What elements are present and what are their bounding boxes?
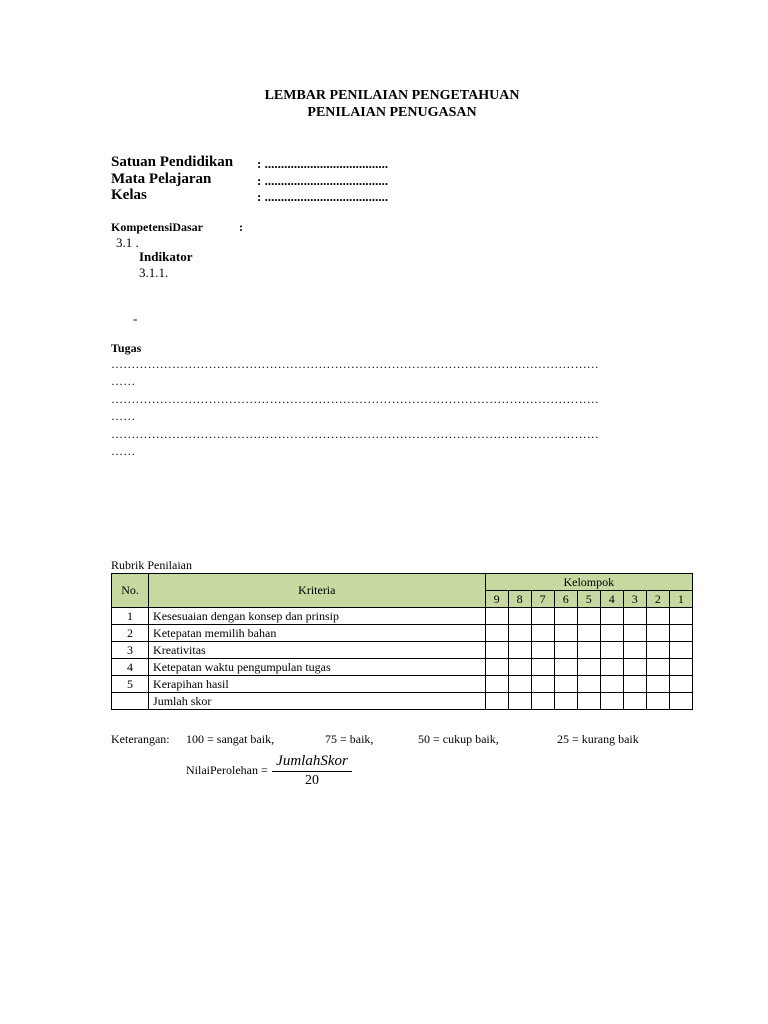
tugas-line: …………………………………………………………………………………………………………: [111, 427, 599, 441]
keterangan-item: 50 = cukup baik,: [418, 732, 499, 746]
score-cell[interactable]: [669, 608, 692, 625]
score-cell[interactable]: [577, 693, 600, 710]
score-cell[interactable]: [623, 693, 646, 710]
document-title-line2: PENILAIAN PENUGASAN: [307, 105, 477, 120]
kelas-value: : ......................................: [257, 189, 389, 204]
table-row: [112, 659, 693, 676]
row-number: [112, 693, 149, 710]
score-cell[interactable]: [508, 676, 531, 693]
score-cell[interactable]: [577, 608, 600, 625]
header-kriteria: Kriteria: [149, 574, 486, 608]
header-group: 8: [508, 591, 531, 608]
satuan-pendidikan-value: : ......................................: [257, 156, 389, 171]
score-cell[interactable]: [508, 642, 531, 659]
tugas-line: ……: [111, 374, 136, 388]
table-row: [112, 676, 693, 693]
score-cell[interactable]: [531, 659, 554, 676]
kompetensi-dasar-label: KompetensiDasar: [111, 220, 203, 234]
score-cell[interactable]: [600, 608, 623, 625]
score-cell[interactable]: [646, 693, 669, 710]
score-cell[interactable]: [623, 625, 646, 642]
score-cell[interactable]: [600, 676, 623, 693]
score-cell[interactable]: [577, 676, 600, 693]
row-kriteria: Kesesuaian dengan konsep dan prinsip: [149, 608, 486, 625]
fraction-denominator: 20: [305, 773, 319, 788]
satuan-pendidikan-label: Satuan Pendidikan: [111, 154, 234, 170]
header-group: 5: [577, 591, 600, 608]
table-row: [112, 642, 693, 659]
row-kriteria: Kerapihan hasil: [149, 676, 486, 693]
score-cell[interactable]: [531, 608, 554, 625]
score-cell[interactable]: [669, 659, 692, 676]
row-number: 2: [112, 625, 149, 642]
indikator-number: 3.1.1.: [139, 265, 169, 280]
score-cell[interactable]: [577, 625, 600, 642]
row-kriteria: Ketepatan memilih bahan: [149, 625, 486, 642]
header-group: 2: [646, 591, 669, 608]
header-group: 4: [600, 591, 623, 608]
header-group: 1: [669, 591, 692, 608]
nilai-perolehan-fraction: [272, 753, 352, 789]
mata-pelajaran-label: Mata Pelajaran: [111, 171, 212, 187]
score-cell[interactable]: [646, 676, 669, 693]
score-cell[interactable]: [669, 642, 692, 659]
kelas-label: Kelas: [111, 187, 147, 203]
header-group: 6: [554, 591, 577, 608]
row-kriteria: Kreativitas: [149, 642, 486, 659]
keterangan-item: 100 = sangat baik,: [186, 732, 275, 746]
score-cell[interactable]: [646, 625, 669, 642]
score-cell[interactable]: [485, 659, 508, 676]
score-cell[interactable]: [669, 625, 692, 642]
row-number: 3: [112, 642, 149, 659]
score-cell[interactable]: [485, 608, 508, 625]
score-cell[interactable]: [554, 608, 577, 625]
score-cell[interactable]: [508, 608, 531, 625]
score-cell[interactable]: [531, 693, 554, 710]
score-cell[interactable]: [554, 659, 577, 676]
score-cell[interactable]: [508, 693, 531, 710]
table-row-total: [112, 693, 693, 710]
score-cell[interactable]: [531, 642, 554, 659]
table-row: [112, 608, 693, 625]
score-cell[interactable]: [554, 676, 577, 693]
score-cell[interactable]: [485, 642, 508, 659]
row-kriteria: Ketepatan waktu pengumpulan tugas: [149, 659, 486, 676]
tugas-line: …………………………………………………………………………………………………………: [111, 392, 599, 406]
score-cell[interactable]: [623, 608, 646, 625]
score-cell[interactable]: [577, 659, 600, 676]
score-cell[interactable]: [577, 642, 600, 659]
score-cell[interactable]: [554, 625, 577, 642]
header-kelompok: Kelompok: [485, 574, 692, 591]
rubric-table: [111, 573, 693, 710]
keterangan-item: 75 = baik,: [325, 732, 374, 746]
mata-pelajaran-value: : ......................................: [257, 173, 389, 188]
header-group: 3: [623, 591, 646, 608]
score-cell[interactable]: [669, 676, 692, 693]
score-cell[interactable]: [600, 659, 623, 676]
score-cell[interactable]: [531, 676, 554, 693]
nilai-perolehan-label: NilaiPerolehan =: [186, 763, 268, 777]
header-group: 7: [531, 591, 554, 608]
score-cell[interactable]: [554, 693, 577, 710]
score-cell[interactable]: [485, 625, 508, 642]
document-title-line1: LEMBAR PENILAIAN PENGETAHUAN: [264, 88, 520, 103]
rubric-caption: Rubrik Penilaian: [111, 558, 192, 572]
tugas-line: …………………………………………………………………………………………………………: [111, 357, 599, 371]
score-cell[interactable]: [669, 693, 692, 710]
score-cell[interactable]: [600, 625, 623, 642]
score-cell[interactable]: [600, 642, 623, 659]
tugas-label: Tugas: [111, 341, 142, 355]
row-number: 1: [112, 608, 149, 625]
score-cell[interactable]: [623, 642, 646, 659]
row-number: 5: [112, 676, 149, 693]
score-cell[interactable]: [646, 642, 669, 659]
score-cell[interactable]: [646, 659, 669, 676]
tugas-line: ……: [111, 409, 136, 423]
indikator-label: Indikator: [139, 249, 193, 264]
table-row: [112, 625, 693, 642]
score-cell[interactable]: [531, 625, 554, 642]
tugas-line: ……: [111, 444, 136, 458]
kompetensi-dasar-colon: :: [239, 220, 243, 234]
row-kriteria: Jumlah skor: [149, 693, 486, 710]
header-group: 9: [485, 591, 508, 608]
header-no: No.: [112, 574, 149, 608]
score-cell[interactable]: [623, 659, 646, 676]
table-header-row: [112, 574, 693, 591]
row-number: 4: [112, 659, 149, 676]
keterangan-label: Keterangan:: [111, 732, 170, 746]
score-cell[interactable]: [600, 693, 623, 710]
score-cell[interactable]: [554, 642, 577, 659]
kompetensi-number: 3.1 .: [116, 235, 139, 250]
score-cell[interactable]: [623, 676, 646, 693]
bullet-dash: -: [133, 311, 138, 326]
score-cell[interactable]: [646, 608, 669, 625]
keterangan-item: 25 = kurang baik: [557, 732, 639, 746]
score-cell[interactable]: [485, 693, 508, 710]
score-cell[interactable]: [508, 659, 531, 676]
score-cell[interactable]: [508, 625, 531, 642]
fraction-numerator: JumlahSkor: [272, 753, 352, 772]
score-cell[interactable]: [485, 676, 508, 693]
